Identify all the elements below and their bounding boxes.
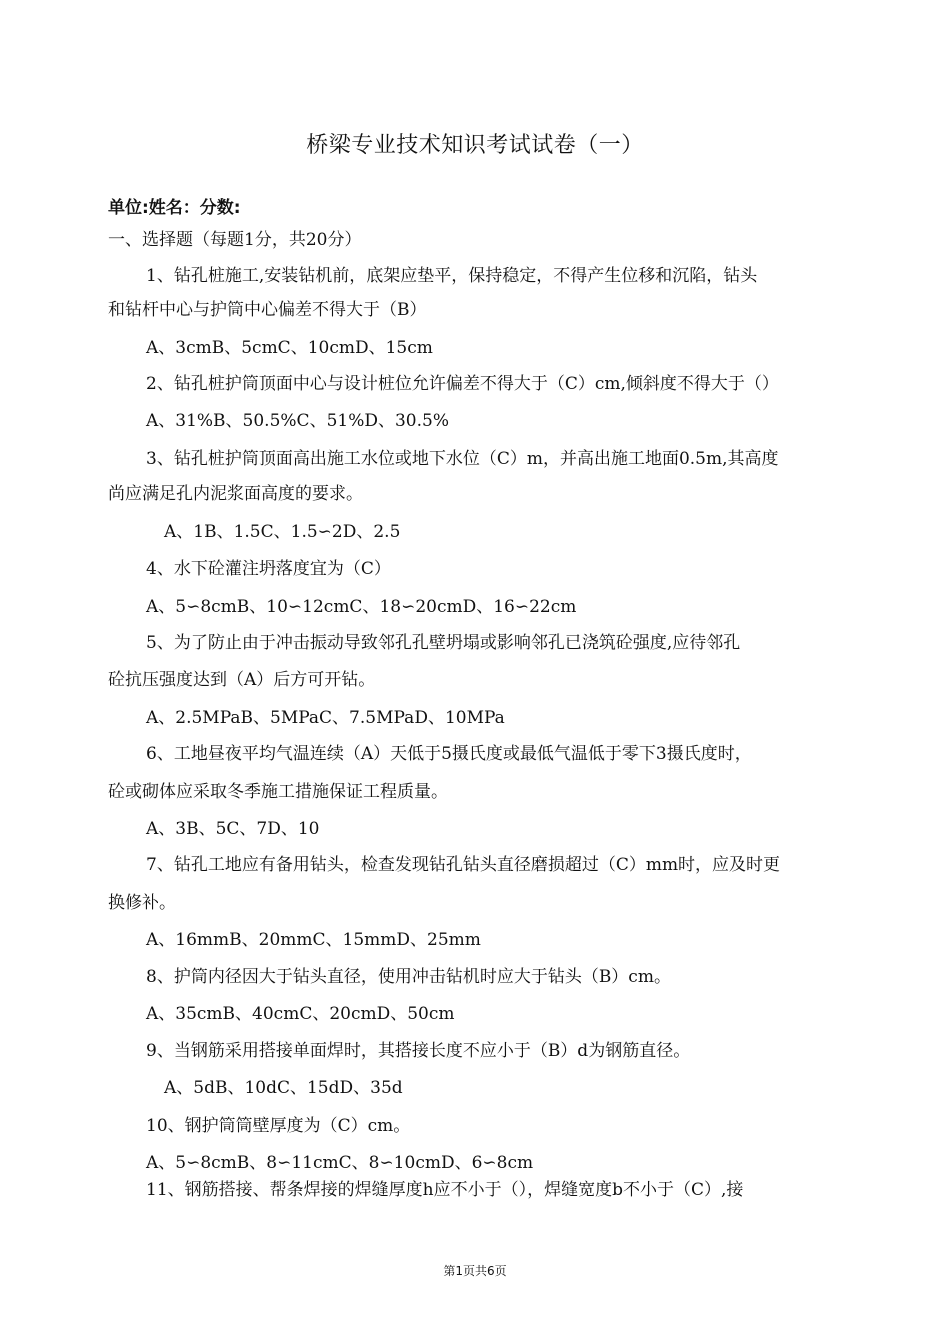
header-line: 单位:姓名：分数: — [108, 198, 241, 218]
question-line: 和钻杆中心与护筒中心偏差不得大于（B） — [108, 300, 427, 320]
question-line: 砼抗压强度达到（A）后方可开钻。 — [108, 670, 376, 690]
question-line: 9、当钢筋采用搭接单面焊时，其搭接长度不应小于（B）d为钢筋直径。 — [146, 1041, 691, 1061]
question-line: 5、为了防止由于冲击振动导致邻孔孔壁坍塌或影响邻孔已浇筑砼强度,应待邻孔 — [146, 633, 741, 653]
question-line: 1、钻孔桩施工,安装钻机前，底架应垫平，保持稳定，不得产生位移和沉陷，钻头 — [146, 266, 758, 286]
answer-options: A、35cmB、40cmC、20cmD、50cm — [146, 1004, 455, 1024]
page-footer: 第1页共6页 — [443, 1264, 507, 1278]
answer-options: A、31%B、50.5%C、51%D、30.5% — [146, 411, 449, 431]
answer-options: A、2.5MPaB、5MPaC、7.5MPaD、10MPa — [146, 708, 505, 728]
question-line: 10、钢护筒筒壁厚度为（C）cm。 — [146, 1116, 411, 1136]
answer-options: A、3B、5C、7D、10 — [146, 819, 320, 839]
section-heading: 一、选择题（每题1分，共20分） — [108, 230, 362, 250]
answer-options: A、3cmB、5cmC、10cmD、15cm — [146, 338, 433, 358]
answer-options: A、5∽8cmB、8∽11cmC、8∽10cmD、6∽8cm — [146, 1153, 534, 1173]
question-line: 3、钻孔桩护筒顶面高出施工水位或地下水位（C）m，并高出施工地面0.5m,其高度 — [146, 449, 779, 469]
question-line: 尚应满足孔内泥浆面高度的要求。 — [108, 484, 363, 504]
answer-options: A、16mmB、20mmC、15mmD、25mm — [146, 930, 481, 950]
answer-options: A、5dB、10dC、15dD、35d — [164, 1078, 403, 1098]
answer-options: A、5∽8cmB、10∽12cmC、18∽20cmD、16∽22cm — [146, 597, 577, 617]
question-line: 换修补。 — [108, 893, 176, 913]
question-line: 砼或砌体应采取冬季施工措施保证工程质量。 — [108, 782, 448, 802]
question-line: 11、钢筋搭接、帮条焊接的焊缝厚度h应不小于（），焊缝宽度b不小于（C）,接 — [146, 1180, 744, 1200]
question-line: 4、水下砼灌注坍落度宜为（C） — [146, 559, 391, 579]
answer-options: A、1B、1.5C、1.5∽2D、2.5 — [164, 522, 401, 542]
question-line: 2、钻孔桩护筒顶面中心与设计桩位允许偏差不得大于（C）cm,倾斜度不得大于（） — [146, 374, 779, 394]
question-line: 8、护筒内径因大于钻头直径，使用冲击钻机时应大于钻头（B）cm。 — [146, 967, 671, 987]
question-line: 6、工地昼夜平均气温连续（A）天低于5摄氏度或最低气温低于零下3摄氏度时， — [146, 744, 752, 764]
page-title: 桥梁专业技术知识考试试卷（一） — [306, 133, 644, 158]
question-line: 7、钻孔工地应有备用钻头，检查发现钻孔钻头直径磨损超过（C）mm时，应及时更 — [146, 855, 781, 875]
